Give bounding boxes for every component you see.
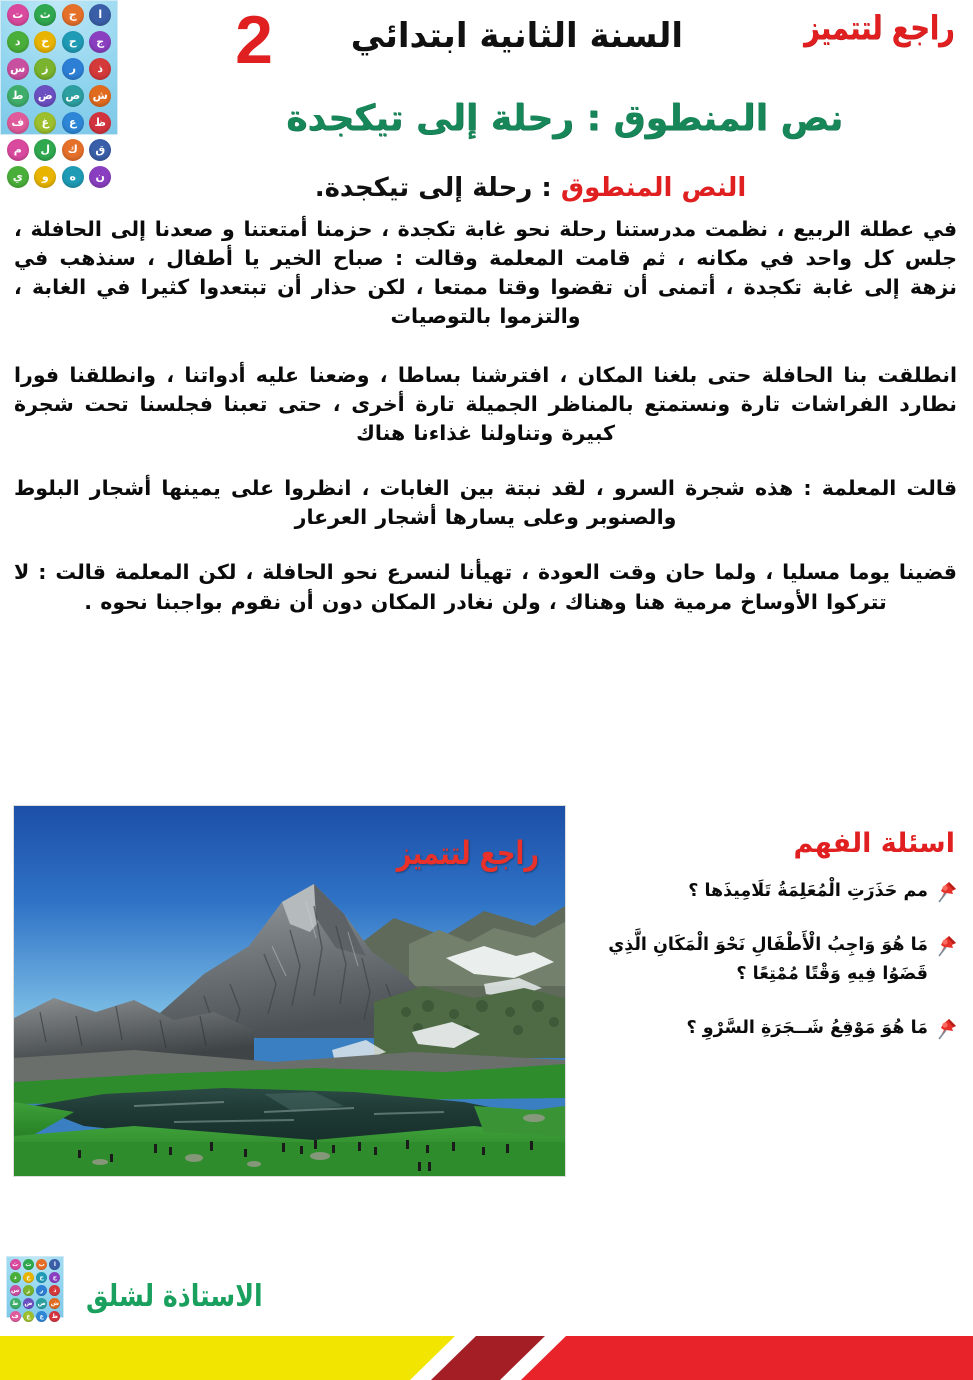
logo-letter-circle: ص (62, 85, 84, 107)
pushpin-icon (933, 879, 959, 905)
logo-letter-circle: ر (62, 58, 84, 80)
questions-heading: اسئلة الفهم (793, 828, 955, 859)
logo-letter-circle: د (7, 31, 29, 53)
logo-letter-circle: ث (34, 4, 56, 26)
lesson-paragraph: انطلقت بنا الحافلة حتى بلغنا المكان ، افترشنا بساطا ، وضعنا عليه أدواتنا ، وانطلقنا فورا نطارد الفراشات تارة ونستمتع بالمناظر الجميلة تارة أخرى ، حتى تعبنا فجلسنا تحت شجرة كبيرة وتناولنا غذاءنا هناك (14, 362, 957, 446)
logo-letter-circle: د (10, 1272, 21, 1283)
logo-letter-circle: ت (23, 1259, 34, 1270)
lesson-heading (14, 172, 957, 205)
logo-letter-circle: ج (49, 1272, 60, 1283)
logo-letter-circle: خ (34, 31, 56, 53)
comprehension-questions (567, 828, 959, 1068)
question-text: مم حَذَرَتِ الْمُعَلِمَةُ تَلَامِيذَها ؟ (688, 881, 928, 901)
logo-letter-circle: ح (36, 1272, 47, 1283)
logo-letter-circle: ف (7, 112, 29, 134)
lesson-photo (14, 806, 565, 1176)
question-item (567, 931, 959, 988)
footer-brand-logo (6, 1256, 64, 1318)
logo-letter-circle: ض (24, 1300, 33, 1307)
logo-letter-circle: ن (89, 166, 111, 188)
page-footer (0, 1250, 973, 1380)
logo-letter-grid (1, 1, 117, 183)
page-title: نص المنطوق : رحلة إلى تيكجدة (286, 98, 843, 139)
logo-letter-circle: ش (50, 1300, 60, 1307)
logo-letter-circle: ط (7, 85, 29, 107)
logo-letter-circle: ك (62, 139, 84, 161)
logo-letter-circle: ج (89, 31, 111, 53)
logo-letter-circle: ز (34, 58, 56, 80)
brand-slogan: راجع لتتميز (804, 8, 955, 47)
logo-letter-circle: غ (23, 1311, 34, 1322)
logo-letter-circle: غ (34, 112, 56, 134)
lesson-paragraph: قضينا يوما مسليا ، ولما حان وقت العودة ، تهيأنا لنسرع نحو الحافلة ، لكن المعلمة قالت : لا تتركوا الأوساخ مرمية هنا وهناك ، ولن نغادر المكان دون أن نقوم بواجبنا نحوه . (14, 560, 957, 614)
logo-letter-circle: ص (37, 1300, 46, 1307)
logo-letter-circle: و (34, 166, 56, 188)
logo-letter-circle: ق (89, 139, 111, 161)
page-header (0, 0, 973, 183)
logo-letter-circle: ح (62, 31, 84, 53)
logo-letter-circle: ج (62, 4, 84, 26)
grade-number: 2 (235, 2, 273, 78)
logo-letter-circle: ا (49, 1259, 60, 1270)
logo-letter-circle: ز (23, 1285, 34, 1296)
lesson-text-body (0, 172, 973, 643)
logo-letter-circle: س (10, 1287, 20, 1294)
logo-letter-circle: خ (23, 1272, 34, 1283)
banner-yellow-stripe (0, 1336, 455, 1380)
lesson-heading-title: : رحلة إلى تيكجدة. (314, 173, 552, 203)
logo-letter-circle: ب (36, 1259, 47, 1270)
lesson-paragraph: في عطلة الربيع ، نظمت مدرستنا رحلة نحو غابة تكجدة ، حزمنا أمتعتنا و صعدنا إلى الحافلة ، جلس كل واحد في مكانه ، ثم قامت المعلمة وقالت : صباح الخير يا أطفال ، سنذهب في نزهة إلى غابة تكجدة ، أتمنى أن تقضوا وقتا ممتعا ، لكن حذار أن تبتعدوا كثيرا في الغابة ، والتزموا بالتوصيات (14, 216, 957, 328)
footer-logo-letter-grid (7, 1257, 63, 1320)
brand-logo (0, 0, 118, 183)
logo-letter-circle: ش (89, 85, 111, 107)
logo-letter-circle: ط (10, 1298, 21, 1309)
logo-letter-circle: ع (62, 112, 84, 134)
logo-letter-circle: ه (62, 166, 84, 188)
pushpin-icon (933, 1016, 959, 1042)
footer-decorative-banner (0, 1326, 973, 1380)
logo-letter-circle: س (7, 58, 29, 80)
logo-letter-circle: ث (10, 1259, 21, 1270)
logo-letter-circle: ت (7, 4, 29, 26)
lesson-paragraph: قالت المعلمة : هذه شجرة السرو ، لقد نبتة بين الغابات ، انظروا على يمينها أشجار البلوط والصنوبر وعلى يسارها أشجار العرعار (14, 476, 957, 530)
logo-letter-circle: ا (89, 4, 111, 26)
logo-letter-circle: م (7, 139, 29, 161)
logo-letter-circle: ر (36, 1285, 47, 1296)
pushpin-icon (933, 933, 959, 959)
question-text: مَا هُوَ وَاجِبُ الْأَطْفَالِ نَحْوَ الْمَكَانِ الَّذِي قَضَوُا فِيهِ وَقْتًا مُمْتِعًا ؟ (608, 935, 928, 984)
question-item (567, 877, 959, 905)
grade-label: السنة الثانية ابتدائي (350, 16, 683, 56)
logo-letter-circle: ل (34, 139, 56, 161)
banner-red-stripe (521, 1336, 973, 1380)
photo-watermark: راجع لتتميز (396, 834, 539, 872)
logo-letter-circle: ذ (49, 1285, 60, 1296)
logo-letter-circle: ي (7, 166, 29, 188)
logo-letter-circle: ظ (49, 1311, 60, 1322)
banner-stripes (0, 1326, 973, 1380)
lesson-heading-label: النص المنطوق (560, 173, 747, 203)
logo-letter-circle: ظ (89, 112, 111, 134)
logo-letter-circle: ع (36, 1311, 47, 1322)
logo-letter-circle: ف (10, 1311, 21, 1322)
question-item (567, 1014, 959, 1042)
logo-letter-circle: ذ (89, 58, 111, 80)
logo-letter-circle: ض (34, 85, 56, 107)
author-credit: الاستاذة لشلق (86, 1279, 263, 1314)
question-text: مَا هُوَ مَوْقِعُ شَــجَرَةِ السَّرْوِ ؟ (686, 1018, 928, 1039)
